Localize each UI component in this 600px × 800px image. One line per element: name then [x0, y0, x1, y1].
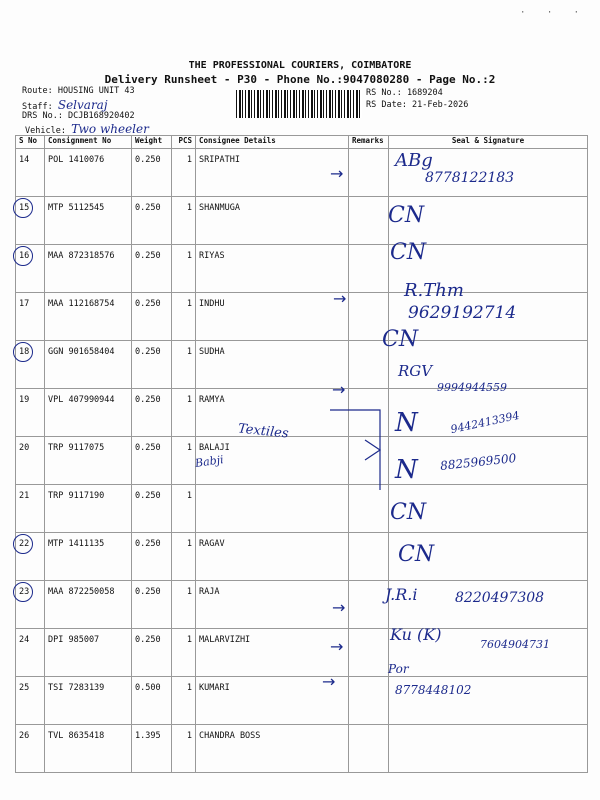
weight: 1.395 — [132, 725, 172, 773]
serial-number — [16, 485, 45, 533]
weight: 0.250 — [132, 629, 172, 677]
signature-cell — [389, 389, 588, 437]
pieces: 1 — [172, 485, 196, 533]
col-weight: Weight — [132, 136, 172, 149]
consignee-name: RAMYA — [196, 389, 349, 437]
col-seal-signature: Seal & Signature — [389, 136, 588, 149]
serial-number — [16, 677, 45, 725]
cn-mark-row-22: CN — [390, 500, 427, 525]
pieces: 1 — [172, 533, 196, 581]
serial-number-text: 26 — [19, 731, 30, 741]
serial-number — [16, 533, 45, 581]
consignment-number: MTP 1411135 — [45, 533, 132, 581]
pieces: 1 — [172, 677, 196, 725]
phone-row-21: 8825969500 — [439, 451, 517, 473]
col-pcs: PCS — [172, 136, 196, 149]
drs-number: DRS No.: DCJB168920402 — [22, 111, 135, 121]
circle-mark — [13, 198, 33, 218]
pieces: 1 — [172, 629, 196, 677]
weight: 0.250 — [132, 149, 172, 197]
serial-number — [16, 629, 45, 677]
weight: 0.250 — [132, 245, 172, 293]
staff-value: Selvaraj — [57, 98, 108, 112]
rs-number: RS No.: 1689204 — [366, 88, 443, 98]
phone-row-25: 7604904731 — [480, 638, 550, 651]
pieces: 1 — [172, 725, 196, 773]
phone-row-26: 8778448102 — [395, 683, 472, 697]
note-row-20: Textiles — [237, 421, 290, 442]
signature-row-20: N — [395, 408, 418, 438]
arrow-icon: → — [332, 598, 346, 617]
serial-number-text: 22 — [19, 539, 29, 549]
vehicle-field — [25, 122, 149, 136]
serial-number-text: 16 — [19, 251, 29, 261]
consignee-name: SHANMUGA — [196, 197, 349, 245]
table-row — [16, 485, 588, 533]
serial-number — [16, 581, 45, 629]
consignee-name: RAJA — [196, 581, 349, 629]
col-remarks: Remarks — [349, 136, 389, 149]
serial-number — [16, 341, 45, 389]
signature-row-19: RGV — [398, 362, 433, 380]
serial-number-text: 24 — [19, 635, 30, 645]
signature-row-25: Ku (K) — [390, 625, 442, 644]
scan-marks: · · · — [520, 8, 588, 18]
arrow-icon: → — [332, 380, 346, 399]
consignment-number: GGN 901658404 — [45, 341, 132, 389]
circle-mark — [13, 342, 33, 362]
cn-mark-row-15: CN — [388, 203, 425, 228]
cn-mark-row-18: CN — [382, 327, 419, 352]
serial-number — [16, 389, 45, 437]
pieces: 1 — [172, 245, 196, 293]
runsheet-subtitle: Delivery Runsheet - P30 - Phone No.:9047080280 - Page No.:2 — [104, 73, 496, 86]
table-row — [16, 197, 588, 245]
consignee-name: RAGAV — [196, 533, 349, 581]
consignment-number: MAA 872318576 — [45, 245, 132, 293]
table-row — [16, 245, 588, 293]
serial-number-text: 19 — [19, 395, 30, 405]
signature-row-26: Por — [388, 662, 409, 676]
signature-cell — [389, 725, 588, 773]
circle-mark — [13, 246, 33, 266]
signature-row-24: J.R.i — [385, 585, 418, 604]
consignment-number: MAA 872250058 — [45, 581, 132, 629]
consignment-number: VPL 407990944 — [45, 389, 132, 437]
weight: 0.250 — [132, 437, 172, 485]
weight: 0.250 — [132, 485, 172, 533]
company-title: THE PROFESSIONAL COURIERS, COIMBATORE — [188, 60, 412, 71]
route-label: Route: HOUSING UNIT 43 — [22, 86, 135, 96]
table-row — [16, 533, 588, 581]
remarks-cell — [349, 149, 389, 197]
serial-number — [16, 293, 45, 341]
table-row — [16, 677, 588, 725]
vehicle-label: Vehicle: — [25, 126, 66, 136]
consignee-name: INDHU — [196, 293, 349, 341]
signature-row-17: R.Thm — [404, 280, 464, 301]
remarks-cell — [349, 725, 389, 773]
note-row-21: Babji — [194, 453, 225, 470]
remarks-cell — [349, 581, 389, 629]
serial-number-text: 15 — [19, 203, 29, 213]
serial-number — [16, 149, 45, 197]
remarks-cell — [349, 677, 389, 725]
consignee-name: SUDHA — [196, 341, 349, 389]
weight: 0.250 — [132, 341, 172, 389]
pieces: 1 — [172, 293, 196, 341]
consignee-name: RIYAS — [196, 245, 349, 293]
pieces: 1 — [172, 389, 196, 437]
serial-number-text: 17 — [19, 299, 30, 309]
weight: 0.250 — [132, 293, 172, 341]
col-consignment-no: Consignment No — [45, 136, 132, 149]
consignment-number: TRP 9117075 — [45, 437, 132, 485]
remarks-cell — [349, 245, 389, 293]
consignment-number: TSI 7283139 — [45, 677, 132, 725]
arrow-icon: → — [333, 289, 347, 308]
arrow-icon: → — [330, 164, 344, 183]
remarks-cell — [349, 197, 389, 245]
signature-row-14: ABg — [395, 150, 433, 171]
consignee-name: BALAJI — [196, 437, 349, 485]
weight: 0.250 — [132, 581, 172, 629]
consignment-number: MAA 112168754 — [45, 293, 132, 341]
remarks-cell — [349, 629, 389, 677]
serial-number-text: 20 — [19, 443, 30, 453]
staff-field — [22, 98, 108, 112]
cn-mark-row-16: CN — [390, 240, 427, 265]
serial-number-text: 21 — [19, 491, 30, 501]
consignment-number: TRP 9117190 — [45, 485, 132, 533]
table-row — [16, 629, 588, 677]
circle-mark — [13, 582, 33, 602]
consignee-name: CHANDRA BOSS — [196, 725, 349, 773]
phone-row-20: 9442413394 — [449, 408, 521, 437]
rs-date: RS Date: 21-Feb-2026 — [366, 100, 469, 110]
col-sno: S No — [16, 136, 45, 149]
serial-number-text: 23 — [19, 587, 29, 597]
table-header-row — [16, 136, 588, 149]
pieces: 1 — [172, 581, 196, 629]
table-row — [16, 725, 588, 773]
weight: 0.500 — [132, 677, 172, 725]
circle-mark — [13, 534, 33, 554]
phone-row-17: 9629192714 — [408, 303, 517, 323]
consignee-name: SRIPATHI — [196, 149, 349, 197]
serial-number — [16, 437, 45, 485]
arrow-icon: → — [322, 672, 336, 691]
pieces: 1 — [172, 437, 196, 485]
serial-number — [16, 725, 45, 773]
bracket-mark — [320, 405, 390, 495]
consignment-number: TVL 8635418 — [45, 725, 132, 773]
serial-number-text: 14 — [19, 155, 30, 165]
weight: 0.250 — [132, 389, 172, 437]
remarks-cell — [349, 533, 389, 581]
serial-number — [16, 197, 45, 245]
weight: 0.250 — [132, 197, 172, 245]
phone-row-14: 8778122183 — [425, 170, 515, 186]
serial-number-text: 25 — [19, 683, 30, 693]
pieces: 1 — [172, 341, 196, 389]
arrow-icon: → — [330, 637, 344, 656]
pieces: 1 — [172, 149, 196, 197]
vehicle-value: Two wheeler — [71, 122, 149, 136]
staff-label: Staff: — [22, 102, 53, 112]
weight: 0.250 — [132, 533, 172, 581]
serial-number-text: 18 — [19, 347, 29, 357]
consignment-number: DPI 985007 — [45, 629, 132, 677]
cn-mark-row-23: CN — [398, 542, 435, 567]
consignment-number: MTP 5112545 — [45, 197, 132, 245]
consignment-number: POL 1410076 — [45, 149, 132, 197]
signature-row-21: N — [395, 455, 418, 485]
consignee-name: MALARVIZHI — [196, 629, 349, 677]
col-consignee-details: Consignee Details — [196, 136, 349, 149]
phone-row-24: 8220497308 — [455, 590, 545, 606]
phone-row-19: 9994944559 — [437, 381, 507, 394]
consignee-name: KUMARI — [196, 677, 349, 725]
barcode — [236, 90, 362, 118]
serial-number — [16, 245, 45, 293]
pieces: 1 — [172, 197, 196, 245]
